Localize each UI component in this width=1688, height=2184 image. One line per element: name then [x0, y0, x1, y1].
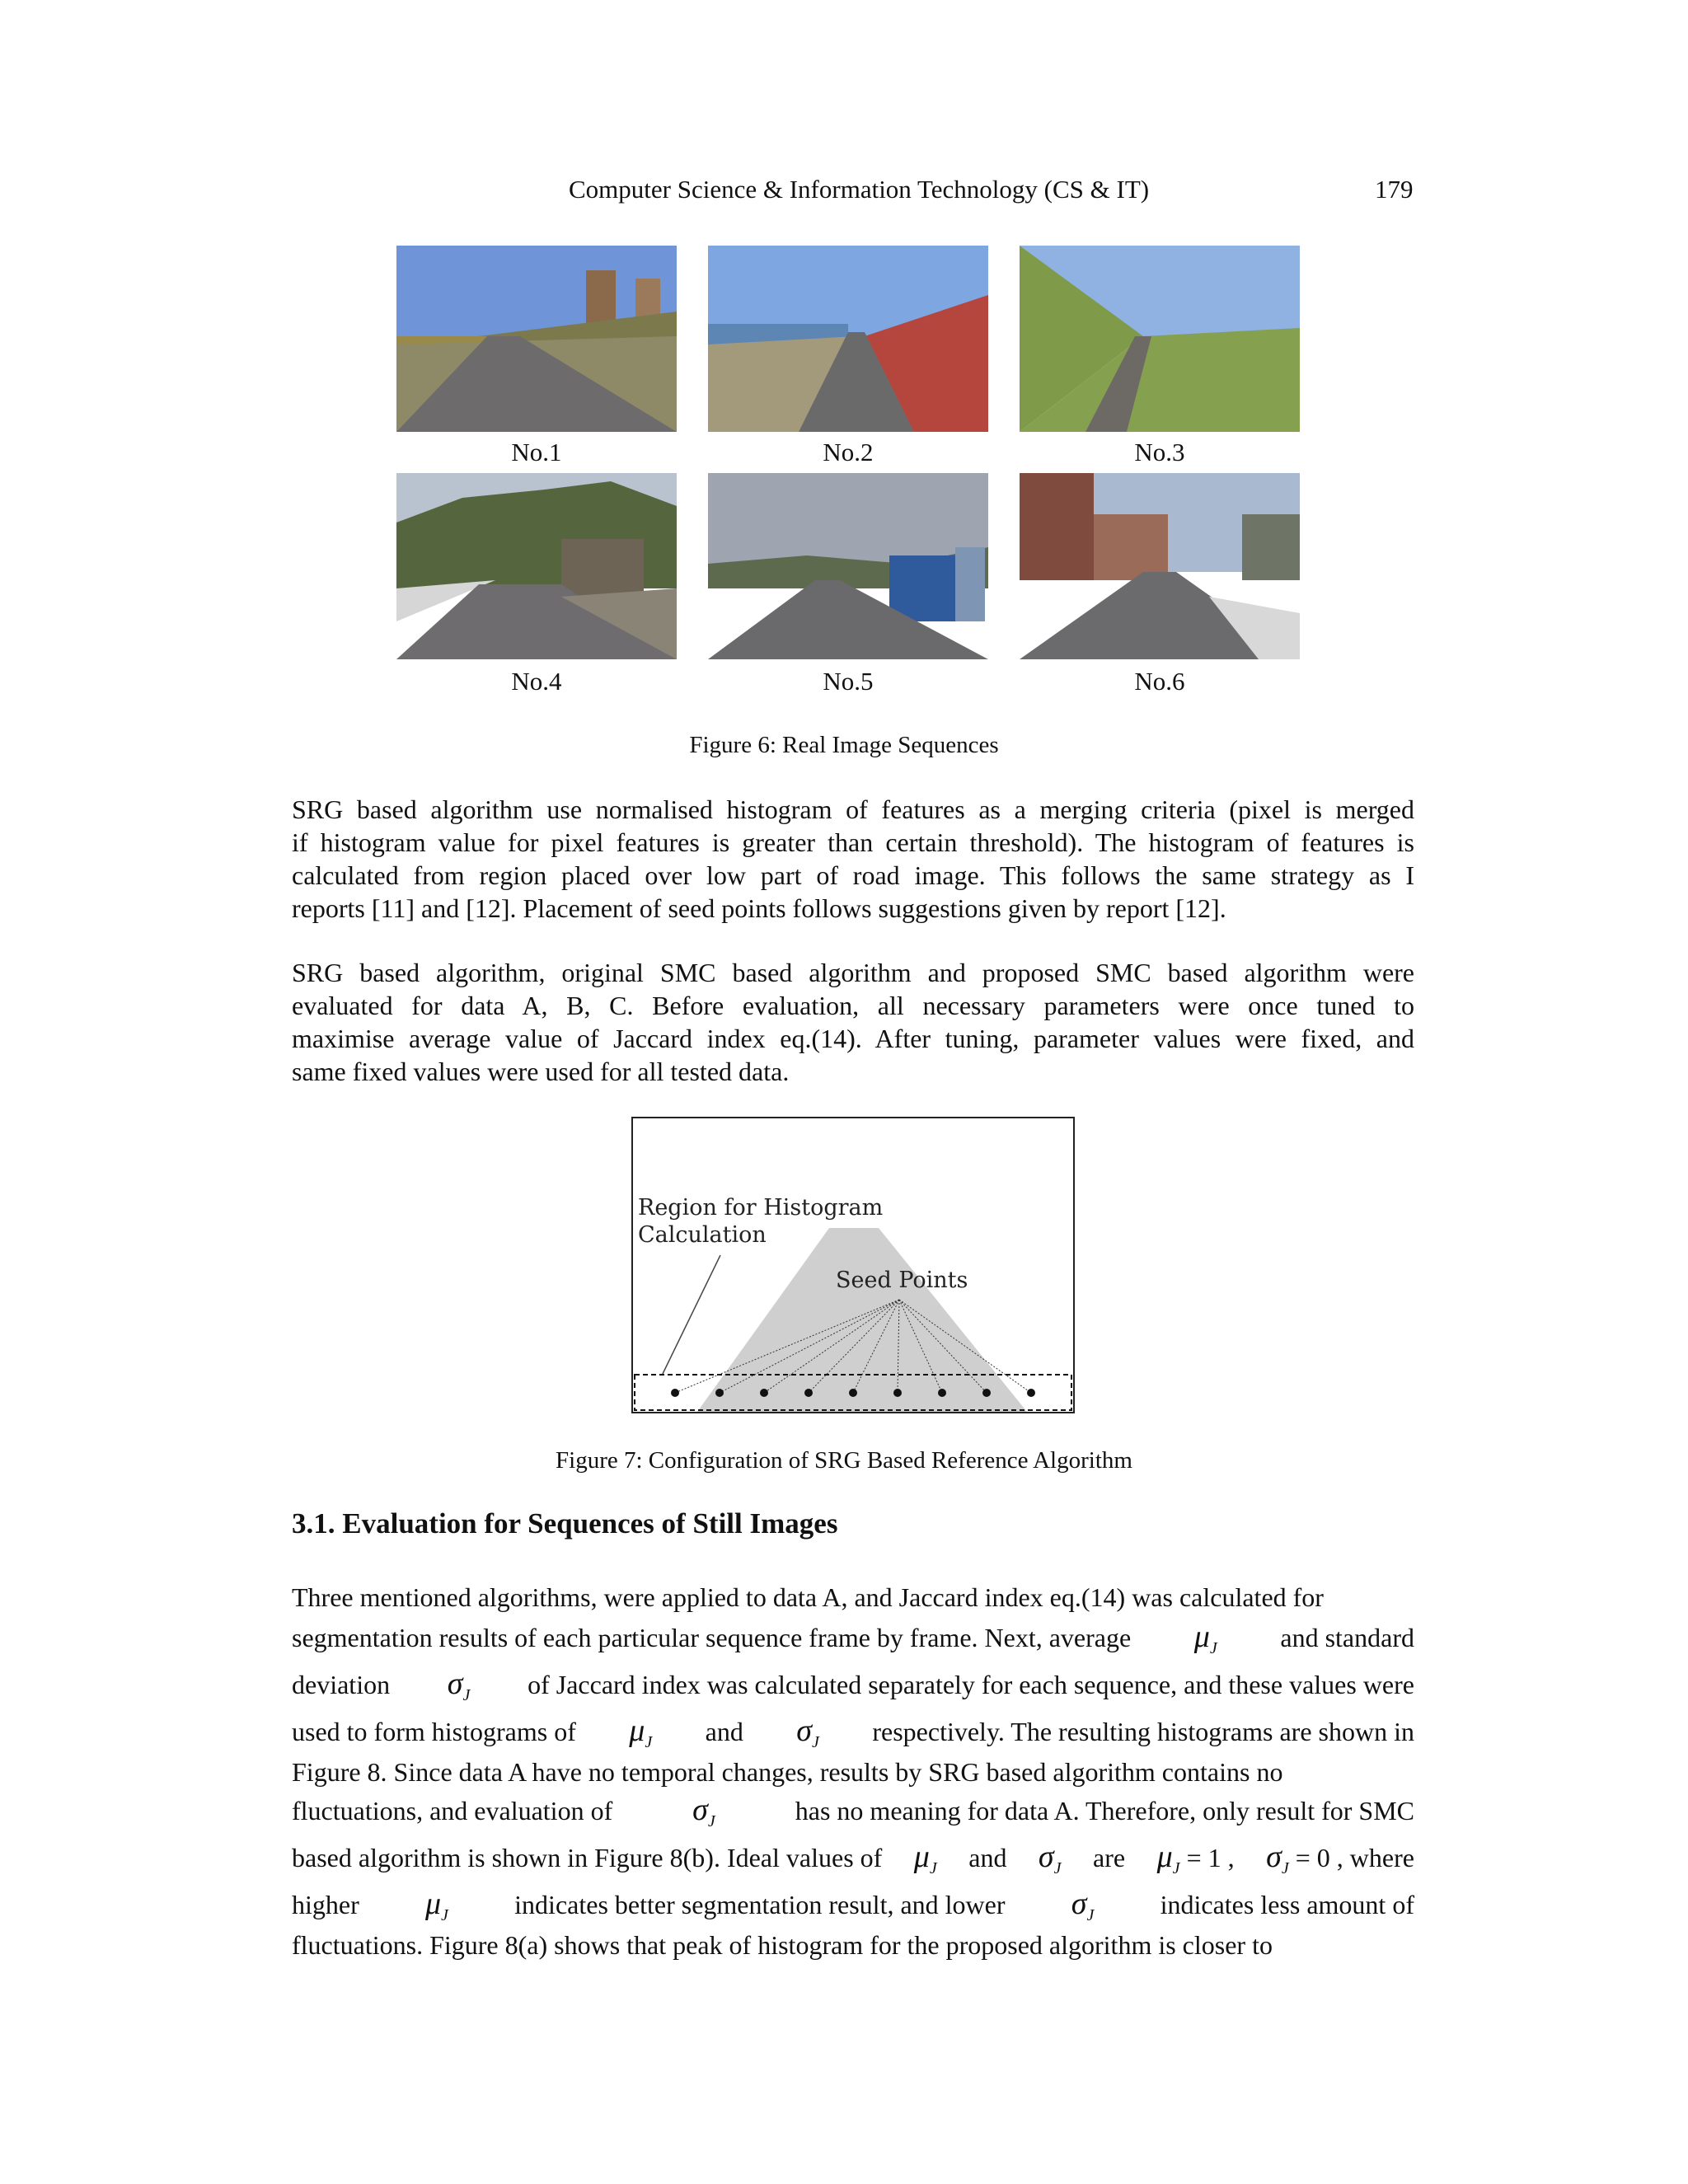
photo-label-6: No.6 — [1134, 667, 1185, 696]
text-run: Three mentioned algorithms, were applied to data A, and Jaccard index eq.(14) was calculated for — [292, 1582, 1324, 1612]
body-line-3 — [292, 1661, 1414, 1707]
photo-road-1 — [396, 246, 677, 432]
photo-road-5 — [708, 473, 988, 659]
math-sigma-j: $\sigma_J$ — [692, 1793, 715, 1830]
photo-label-5: No.5 — [823, 667, 874, 696]
paragraph-line: calculated from region placed over low part of road image. This follows the same strategy as I — [292, 860, 1414, 890]
paragraph-line: same fixed values were used for all tested data. — [292, 1057, 790, 1086]
figure-6-caption: Figure 6: Real Image Sequences — [689, 732, 999, 758]
body-line-9 — [292, 1922, 1414, 1968]
seed-point — [938, 1389, 946, 1397]
photo-road-3 — [1020, 246, 1300, 432]
text-run: fluctuations. Figure 8(a) shows that peak of histogram for the proposed algorithm is closer to — [292, 1930, 1273, 1960]
math-mu-j: $\mu_J$ — [629, 1713, 653, 1751]
seed-point — [760, 1389, 768, 1397]
paragraph-line: SRG based algorithm use normalised histogram of features as a merging criteria (pixel is merged — [292, 794, 1414, 824]
text-run: deviation — [292, 1670, 391, 1699]
paragraph-line: maximise average value of Jaccard index eq.(14). After tuning, parameter values were fixed, and — [292, 1024, 1414, 1053]
photo-label-1: No.1 — [511, 438, 562, 466]
photo-label-4: No.4 — [511, 667, 562, 696]
body-line-2 — [292, 1614, 1414, 1660]
math-sigma-j: $\sigma_J$ — [447, 1666, 471, 1704]
running-header: Computer Science & Information Technology (CS & IT) — [569, 175, 1150, 204]
paragraph-line: SRG based algorithm, original SMC based algorithm and proposed SMC based algorithm were — [292, 958, 1414, 987]
region-label-line-2: Calculation — [638, 1222, 767, 1248]
text-run: and standard — [1280, 1623, 1414, 1652]
text-run: respectively. The resulting histograms are shown in — [872, 1717, 1414, 1746]
seed-points-label: Seed Points — [836, 1268, 968, 1293]
text-run: Figure 8. Since data A have no temporal changes, results by SRG based algorithm contains no — [292, 1757, 1283, 1787]
text-run: and — [705, 1717, 743, 1746]
body-line-6 — [292, 1787, 1414, 1833]
text-run: used to form histograms of — [292, 1717, 576, 1746]
paragraph-line: reports [11] and [12]. Placement of seed points follows suggestions given by report [12]. — [292, 893, 1226, 923]
math-sigma-j: $\sigma_J$ — [1071, 1886, 1095, 1924]
math-sigma-j: $\sigma_J$ — [796, 1713, 819, 1751]
seed-point — [715, 1389, 724, 1397]
body-line-4 — [292, 1708, 1414, 1754]
text-run: indicates less amount of — [1160, 1890, 1414, 1919]
section-heading: 3.1. Evaluation for Sequences of Still Images — [292, 1507, 838, 1540]
photo-label-3: No.3 — [1134, 438, 1185, 466]
text-run: fluctuations, and evaluation of — [292, 1796, 613, 1825]
paragraph-line: evaluated for data A, B, C. Before evaluation, all necessary parameters were once tuned to — [292, 991, 1414, 1020]
math-mu-j: $\mu_J$ — [913, 1840, 937, 1877]
text-run: of Jaccard index was calculated separately for each sequence, and these values were — [528, 1670, 1414, 1699]
body-line-8 — [292, 1881, 1414, 1927]
paragraph-1 — [292, 793, 1414, 925]
photo-road-4 — [396, 473, 677, 659]
seed-point — [804, 1389, 813, 1397]
page-number: 179 — [1375, 175, 1414, 204]
text-run: and — [968, 1843, 1007, 1872]
figure-7-diagram — [631, 1117, 1075, 1413]
photo-road-6 — [1020, 473, 1300, 659]
text-run: based algorithm is shown in Figure 8(b). Ideal values of — [292, 1843, 883, 1872]
seed-point — [1027, 1389, 1035, 1397]
text-run: are — [1093, 1843, 1126, 1872]
seed-point — [982, 1389, 991, 1397]
math-sigma-j: $\sigma_J$ — [1038, 1840, 1062, 1877]
body-line-7 — [292, 1834, 1414, 1880]
seed-point — [893, 1389, 902, 1397]
math-mu-j: $\mu_J$ — [424, 1886, 448, 1924]
math-mu-j: $\mu_J$ — [1193, 1619, 1217, 1657]
math-sigma-eq-0: $\sigma_J = 0$ , where — [1266, 1840, 1414, 1877]
text-run: indicates better segmentation result, and lower — [514, 1890, 1006, 1919]
seed-point — [671, 1389, 679, 1397]
text-run: higher — [292, 1890, 359, 1919]
figure-7-caption: Figure 7: Configuration of SRG Based Reference Algorithm — [556, 1447, 1132, 1474]
paragraph-2 — [292, 956, 1414, 1088]
photo-road-2 — [708, 246, 988, 432]
photo-label-2: No.2 — [823, 438, 874, 466]
math-mu-eq-1: $\mu_J = 1$ , — [1156, 1840, 1235, 1877]
text-run: has no meaning for data A. Therefore, only result for SMC — [795, 1796, 1414, 1825]
paragraph-line: if histogram value for pixel features is greater than certain threshold). The histogram of features is — [292, 827, 1414, 857]
region-label-line-1: Region for Histogram — [638, 1195, 884, 1221]
text-run: segmentation results of each particular sequence frame by frame. Next, average — [292, 1623, 1132, 1652]
seed-point — [849, 1389, 857, 1397]
